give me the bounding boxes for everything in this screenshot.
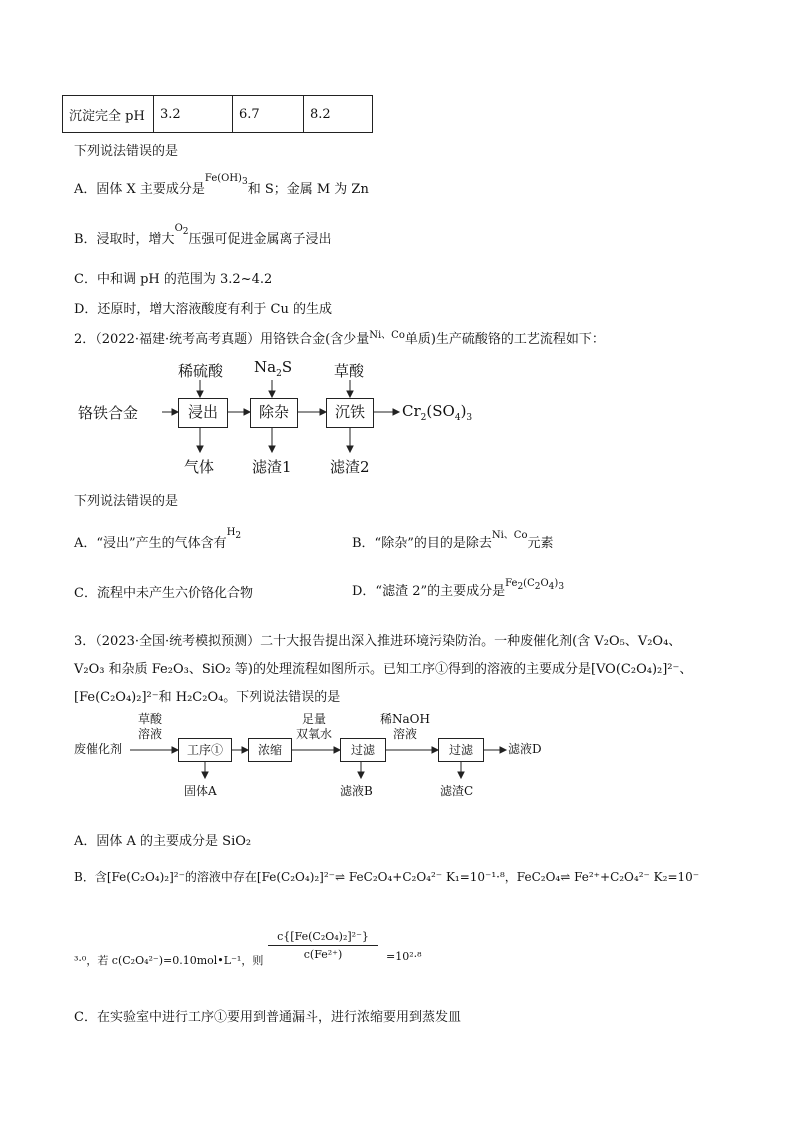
flow-step-leaching: 浸出: [178, 398, 228, 428]
ph-value-2: 6.7: [233, 96, 304, 133]
q3-fraction-denominator: c(Fe²⁺): [303, 948, 343, 961]
flow2-product-filtrate-d: 滤液D: [508, 742, 542, 756]
q3-option-b-line1[interactable]: B．含[Fe(C₂O₄)₂]²⁻的溶液中存在[Fe(C₂O₄)₂]²⁻⇌ FeC₂O₄+C₂O₄²⁻ K₁=10⁻¹·⁸，FeC₂O₄⇌ Fe²⁺+C₂O₄²⁻ K₂=10⁻: [74, 870, 700, 884]
q2-option-b[interactable]: B．“除杂”的目的是除去$^{Ni、Co}$元素: [352, 530, 554, 551]
o2-formula: O2: [174, 223, 189, 237]
flow-step-iron-precipitation: 沉铁: [326, 398, 374, 428]
q3-stem-line1: 3．（2023·全国·统考模拟预测）二十大报告提出深入推进环境污染防治。一种废催化剂(含 V₂O₅、V₂O₄、: [74, 634, 682, 649]
q2-option-c[interactable]: C．流程中未产生六价铬化合物: [74, 586, 253, 601]
q2-option-d[interactable]: D．“滤渣 2”的主要成分是$^{Fe_2(C_2O_4)_3}$: [352, 578, 565, 599]
flow-output-residue-1: 滤渣1: [252, 458, 292, 476]
q1-option-b[interactable]: B．浸取时，增大$^{O_2}$压强可促进金属离子浸出: [74, 223, 332, 247]
flow-output-gas: 气体: [184, 458, 215, 476]
q1-option-a[interactable]: A．固体 X 主要成分是$^{Fe(OH)_3}$和 S；金属 M 为 Zn: [74, 173, 369, 197]
q3-stem-line2: V₂O₃ 和杂质 Fe₂O₃、SiO₂ 等)的处理流程如图所示。已知工序①得到的溶液的主要成分是[VO(C₂O₄)₂]²⁻、: [74, 662, 693, 677]
flow2-input-waste-catalyst: 废催化剂: [74, 742, 123, 756]
flow-reagent-na2s: $Na_2S$: [254, 358, 293, 379]
q2-stem: 2．（2022·福建·统考高考真题）用铬铁合金(含少量$^{Ni、Co}$单质)生产硫酸铬的工艺流程如下：: [74, 330, 605, 347]
flow2-reagent-hydrogen-peroxide: 足量 双氧水: [296, 712, 333, 741]
flow2-step-filter-2: 过滤: [438, 738, 484, 762]
q3-fraction-result: =10²·⁸: [386, 950, 422, 963]
flow2-step-filter-1: 过滤: [340, 738, 386, 762]
flow-product-chromium-sulfate: $Cr_2(SO_4)_3$: [402, 402, 473, 423]
q2-question: 下列说法错误的是: [74, 494, 179, 509]
flow-input-ferrochrome: 铬铁合金: [78, 404, 139, 422]
q2-option-a[interactable]: A．“浸出”产生的气体含有$^{H_2}$: [74, 527, 242, 551]
q1-option-c[interactable]: C．中和调 pH 的范围为 3.2~4.2: [74, 272, 273, 287]
q1-stem: 下列说法错误的是: [74, 144, 179, 159]
q1-option-d[interactable]: D．还原时，增大溶液酸度有利于 Cu 的生成: [74, 302, 333, 317]
flow-output-residue-2: 滤渣2: [330, 458, 370, 476]
q3-fraction: [268, 930, 378, 961]
q3-fraction-numerator: c{[Fe(C₂O₄)₂]²⁻}: [268, 930, 378, 946]
flow2-step-process-1: 工序①: [178, 738, 232, 762]
flow2-step-concentrate: 浓缩: [248, 738, 292, 762]
flow-reagent-oxalic-acid: 草酸: [334, 362, 365, 380]
ph-table-label: 沉淀完全 pH: [63, 96, 154, 133]
q3-option-c[interactable]: C．在实验室中进行工序①要用到普通漏斗，进行浓缩要用到蒸发皿: [74, 1010, 461, 1025]
q3-stem-line3: [Fe(C₂O₄)₂]²⁻和 H₂C₂O₄。下列说法错误的是: [74, 690, 341, 705]
flow2-output-residue-c: 滤渣C: [440, 784, 474, 798]
q3-option-b-line2: ³·⁰，若 c(C₂O₄²⁻)=0.10mol•L⁻¹，则: [74, 954, 264, 967]
flow2-output-filtrate-b: 滤液B: [340, 784, 373, 798]
flow2-reagent-oxalic-acid: 草酸 溶液: [138, 712, 163, 741]
flow-step-impurity-removal: 除杂: [250, 398, 298, 428]
flow2-output-solid-a: 固体A: [184, 784, 217, 798]
flow-reagent-sulfuric-acid: 稀硫酸: [178, 362, 224, 380]
q3-option-a[interactable]: A．固体 A 的主要成分是 SiO₂: [74, 834, 252, 849]
fe-oh-formula: Fe(OH)3: [204, 173, 248, 187]
ph-value-3: 8.2: [304, 96, 373, 133]
flow2-reagent-naoh: 稀NaOH 溶液: [380, 712, 430, 741]
ph-value-1: 3.2: [154, 96, 233, 133]
